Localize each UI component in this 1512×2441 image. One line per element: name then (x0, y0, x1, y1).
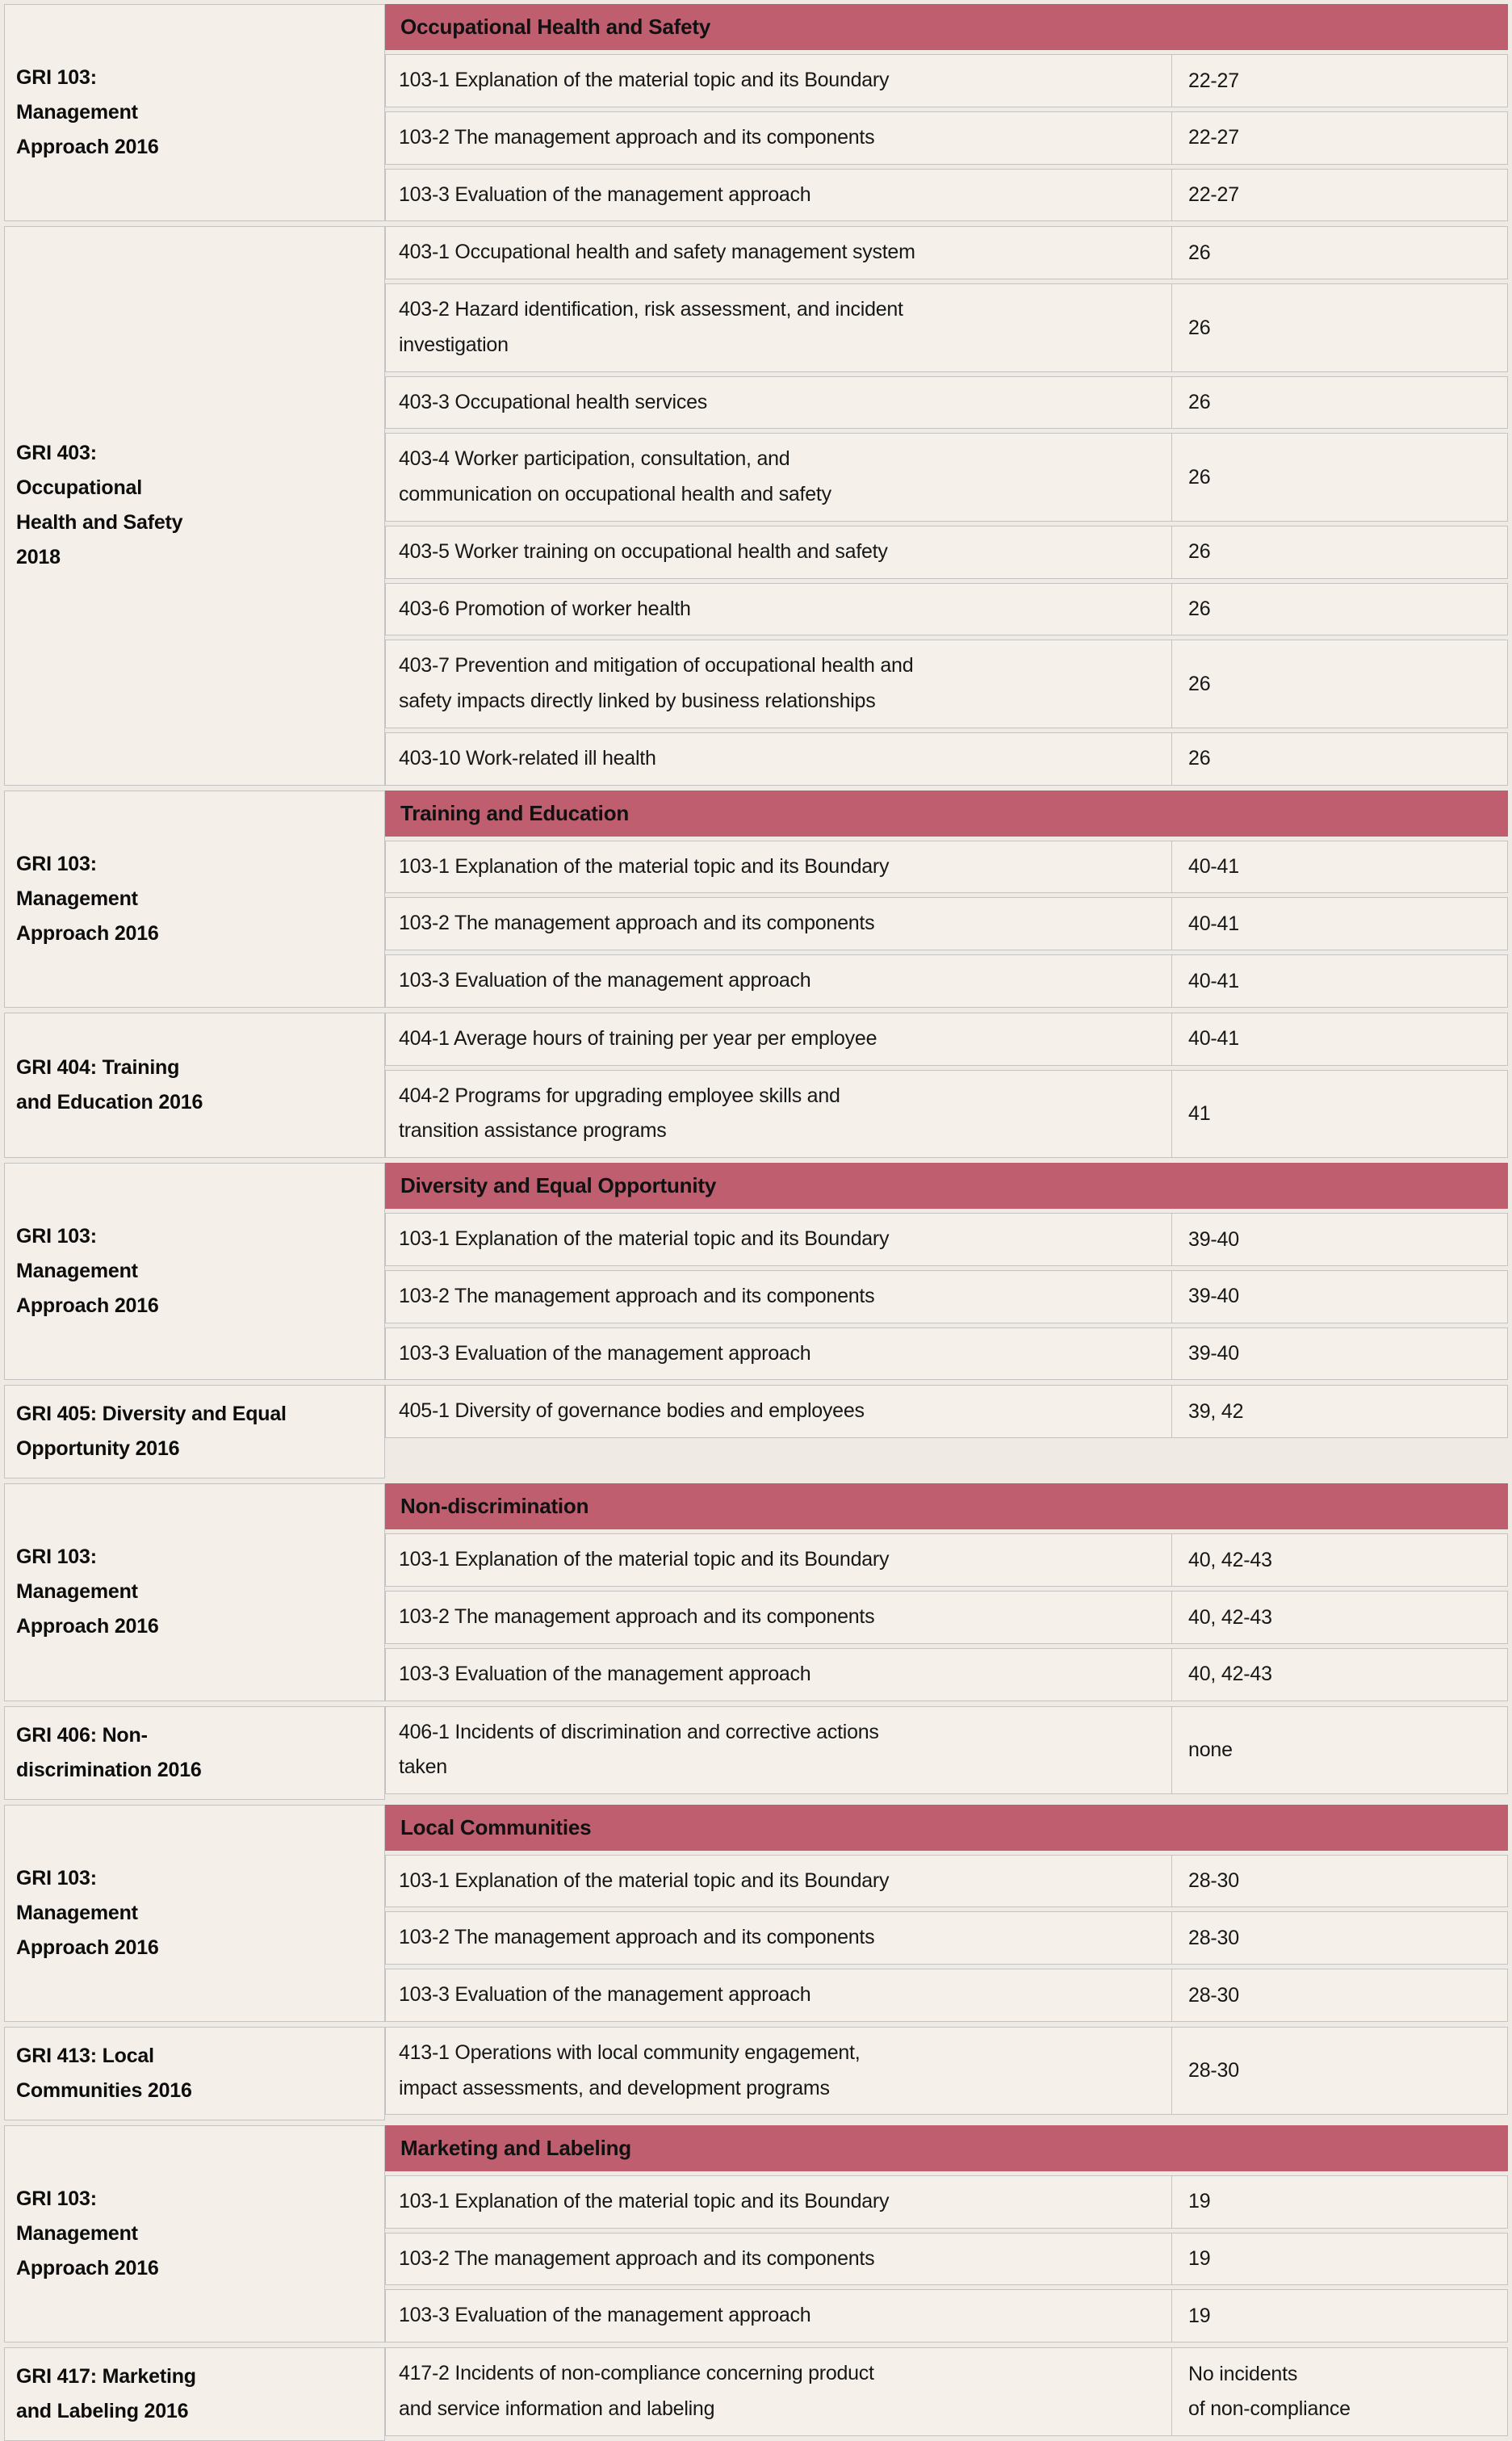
gri-standard-block (4, 2347, 1508, 2441)
gri-standard-name-line: Approach 2016 (16, 1294, 159, 1318)
disclosure-text-line: 103-3 Evaluation of the management approach (399, 1662, 811, 1685)
disclosure-cell (385, 226, 1172, 279)
gri-standard-name-line: Management (16, 101, 138, 124)
page-reference-cell (1172, 1855, 1508, 1908)
disclosure-text-line: 103-1 Explanation of the material topic and its Boundary (399, 69, 890, 91)
gri-standard-name-line: Occupational (16, 476, 142, 500)
disclosure-text-line: 413-1 Operations with local community engagement, (399, 2040, 861, 2064)
gri-standard-name-cell (4, 2027, 385, 2120)
gri-standard-name-line: and Education 2016 (16, 1090, 203, 1114)
gri-standard-name-cell (4, 1013, 385, 1158)
disclosure-cell (385, 1706, 1172, 1795)
material-topic-header (385, 791, 1508, 837)
disclosure-text-line: taken (399, 1755, 447, 1779)
gri-standard-block (4, 4, 1508, 221)
disclosure-text-line: impact assessments, and development programs (399, 2076, 830, 2099)
disclosure-text-line: 403-6 Promotion of worker health (399, 597, 691, 620)
gri-standard-name-line: 2018 (16, 546, 61, 569)
page-reference-cell (1172, 226, 1508, 279)
gri-rows-column (385, 1163, 1508, 1380)
disclosure-text-line: 103-3 Evaluation of the management approach (399, 2304, 811, 2327)
gri-standard-block (4, 1706, 1508, 1800)
table-row (385, 2233, 1508, 2286)
disclosure-cell (385, 283, 1172, 372)
gri-standard-name-line: GRI 417: Marketing (16, 2365, 196, 2388)
disclosure-text-line: 103-1 Explanation of the material topic and its Boundary (399, 1548, 890, 1571)
disclosure-text-line: 404-1 Average hours of training per year per employee (399, 1026, 877, 1050)
page-reference-cell (1172, 283, 1508, 372)
gri-standard-block (4, 1163, 1508, 1380)
disclosure-cell (385, 1070, 1172, 1159)
gri-standard-name-line: Approach 2016 (16, 136, 159, 159)
page-reference-cell (1172, 1385, 1508, 1438)
disclosure-text-line: 103-3 Evaluation of the management approach (399, 969, 811, 992)
disclosure-cell (385, 1969, 1172, 2022)
page-reference-cell (1172, 897, 1508, 950)
gri-rows-column (385, 1013, 1508, 1158)
page-reference-line: 22-27 (1188, 183, 1239, 207)
gri-rows-column (385, 2125, 1508, 2342)
page-reference-cell (1172, 1591, 1508, 1644)
disclosure-cell (385, 1270, 1172, 1323)
disclosure-cell (385, 111, 1172, 165)
gri-standard-block (4, 226, 1508, 785)
gri-standard-name-line: GRI 405: Diversity and Equal (16, 1403, 287, 1426)
gri-standard-name-line: Approach 2016 (16, 2256, 159, 2280)
table-row (385, 2175, 1508, 2229)
disclosure-text-line: 103-3 Evaluation of the management approach (399, 1341, 811, 1365)
page-reference-cell (1172, 1013, 1508, 1066)
gri-standard-name-cell (4, 2125, 385, 2342)
disclosure-text-line: 404-2 Programs for upgrading employee skills and (399, 1084, 840, 1107)
gri-standard-name-cell (4, 1805, 385, 2022)
page-reference-line: 22-27 (1188, 69, 1239, 92)
disclosure-text-line: 103-1 Explanation of the material topic and its Boundary (399, 854, 890, 878)
gri-standard-name-line: GRI 404: Training (16, 1055, 180, 1079)
table-row (385, 1327, 1508, 1381)
table-row (385, 1855, 1508, 1908)
gri-standard-name-line: GRI 103: (16, 852, 97, 875)
page-reference-cell (1172, 433, 1508, 522)
disclosure-text-line: and service information and labeling (399, 2397, 715, 2420)
disclosure-cell (385, 640, 1172, 728)
page-reference-line: 40, 42-43 (1188, 1548, 1272, 1571)
disclosure-cell (385, 433, 1172, 522)
table-row (385, 433, 1508, 522)
table-row (385, 1385, 1508, 1438)
gri-standard-name-line: GRI 103: (16, 2187, 97, 2210)
disclosure-text-line: 103-2 The management approach and its components (399, 912, 875, 935)
disclosure-text-line: 103-3 Evaluation of the management approach (399, 1983, 811, 2006)
page-reference-cell (1172, 1911, 1508, 1965)
table-row (385, 526, 1508, 579)
gri-rows-column (385, 4, 1508, 221)
disclosure-cell (385, 1213, 1172, 1266)
page-reference-line: 40-41 (1188, 1027, 1239, 1051)
disclosure-text-line: 403-1 Occupational health and safety management system (399, 241, 915, 264)
page-reference-cell (1172, 2347, 1508, 2436)
table-row (385, 1706, 1508, 1795)
disclosure-text-line: 103-2 The management approach and its components (399, 1926, 875, 1949)
page-reference-line: 19 (1188, 2190, 1211, 2213)
table-row (385, 111, 1508, 165)
page-reference-line: 39-40 (1188, 1227, 1239, 1251)
material-topic-label: Occupational Health and Safety (400, 15, 711, 39)
table-row (385, 1591, 1508, 1644)
page-reference-line: 19 (1188, 2247, 1211, 2271)
gri-standard-name-cell (4, 791, 385, 1008)
gri-standard-name-cell (4, 226, 385, 785)
page-reference-line: 39-40 (1188, 1342, 1239, 1365)
page-reference-line: 26 (1188, 316, 1211, 339)
gri-standard-name-line: Management (16, 2221, 138, 2245)
gri-rows-column (385, 1706, 1508, 1800)
page-reference-line: of non-compliance (1188, 2397, 1351, 2420)
page-reference-cell (1172, 2289, 1508, 2342)
gri-standard-name-line: Management (16, 1260, 138, 1283)
page-reference-cell (1172, 54, 1508, 107)
page-reference-cell (1172, 640, 1508, 728)
disclosure-text-line: 403-7 Prevention and mitigation of occupational health and (399, 654, 914, 677)
disclosure-cell (385, 526, 1172, 579)
gri-standard-name-line: Approach 2016 (16, 1615, 159, 1638)
disclosure-cell (385, 54, 1172, 107)
disclosure-text-line: investigation (399, 333, 509, 356)
gri-standard-name-line: Management (16, 887, 138, 910)
material-topic-label: Local Communities (400, 1814, 592, 1839)
gri-standard-block (4, 1805, 1508, 2022)
disclosure-cell (385, 2175, 1172, 2229)
disclosure-cell (385, 1013, 1172, 1066)
gri-standard-name-line: GRI 103: (16, 66, 97, 90)
page-reference-cell (1172, 111, 1508, 165)
table-row (385, 897, 1508, 950)
page-reference-line: 26 (1188, 598, 1211, 621)
disclosure-text-line: communication on occupational health and safety (399, 483, 831, 505)
gri-standard-name-line: Health and Safety (16, 511, 183, 535)
page-reference-line: 40, 42-43 (1188, 1663, 1272, 1686)
disclosure-cell (385, 1911, 1172, 1965)
disclosure-text-line: 103-2 The management approach and its components (399, 2246, 875, 2270)
page-reference-line: No incidents (1188, 2363, 1298, 2386)
disclosure-cell (385, 169, 1172, 222)
table-row (385, 376, 1508, 430)
disclosure-cell (385, 732, 1172, 786)
gri-standard-block (4, 1483, 1508, 1701)
gri-rows-column (385, 791, 1508, 1008)
gri-rows-column (385, 1805, 1508, 2022)
disclosure-cell (385, 954, 1172, 1008)
gri-standard-name-line: and Labeling 2016 (16, 2400, 189, 2422)
disclosure-text-line: transition assistance programs (399, 1119, 667, 1143)
page-reference-line: 19 (1188, 2304, 1211, 2327)
table-row (385, 583, 1508, 636)
page-reference-cell (1172, 376, 1508, 430)
disclosure-cell (385, 1327, 1172, 1381)
table-row (385, 954, 1508, 1008)
page-reference-line: 40, 42-43 (1188, 1605, 1272, 1629)
table-row (385, 841, 1508, 894)
table-row (385, 1533, 1508, 1587)
table-row (385, 732, 1508, 786)
material-topic-header (385, 1163, 1508, 1209)
gri-standard-name-line: discrimination 2016 (16, 1758, 202, 1781)
page-reference-cell (1172, 2233, 1508, 2286)
gri-standard-block (4, 1385, 1508, 1478)
disclosure-text-line: 417-2 Incidents of non-compliance concerning product (399, 2362, 874, 2384)
disclosure-cell (385, 2289, 1172, 2342)
disclosure-text-line: safety impacts directly linked by business relationships (399, 690, 876, 712)
material-topic-label: Diversity and Equal Opportunity (400, 1173, 717, 1197)
disclosure-text-line: 103-1 Explanation of the material topic and its Boundary (399, 2189, 890, 2212)
gri-standard-name-line: Approach 2016 (16, 921, 159, 945)
gri-standard-name-line: Approach 2016 (16, 1936, 159, 1959)
gri-standard-name-line: Communities 2016 (16, 2078, 192, 2102)
gri-rows-column (385, 226, 1508, 785)
gri-standard-name-line: GRI 103: (16, 1866, 97, 1889)
disclosure-cell (385, 1591, 1172, 1644)
gri-standard-name-cell (4, 1385, 385, 1478)
table-row (385, 640, 1508, 728)
page-reference-line: 26 (1188, 391, 1211, 414)
gri-standard-name-cell (4, 2347, 385, 2441)
disclosure-text-line: 403-10 Work-related ill health (399, 746, 656, 770)
page-reference-cell (1172, 583, 1508, 636)
page-reference-line: 26 (1188, 540, 1211, 564)
disclosure-text-line: 406-1 Incidents of discrimination and corrective actions (399, 1720, 879, 1743)
page-reference-cell (1172, 1213, 1508, 1266)
page-reference-cell (1172, 954, 1508, 1008)
page-reference-line: 39, 42 (1188, 1399, 1244, 1423)
gri-standard-name-line: GRI 403: (16, 442, 97, 465)
page-reference-cell (1172, 732, 1508, 786)
gri-standard-name-line: GRI 406: Non- (16, 1723, 148, 1747)
gri-standard-block (4, 1013, 1508, 1158)
table-row (385, 1013, 1508, 1066)
gri-rows-column (385, 2347, 1508, 2441)
material-topic-header (385, 1805, 1508, 1851)
page-reference-line: 40-41 (1188, 969, 1239, 992)
material-topic-header (385, 1483, 1508, 1529)
disclosure-cell (385, 841, 1172, 894)
disclosure-text-line: 103-1 Explanation of the material topic and its Boundary (399, 1227, 890, 1250)
page-reference-line: 40-41 (1188, 855, 1239, 879)
page-reference-line: 26 (1188, 672, 1211, 695)
disclosure-cell (385, 2027, 1172, 2116)
disclosure-text-line: 103-2 The management approach and its components (399, 1284, 875, 1307)
page-reference-cell (1172, 526, 1508, 579)
table-row (385, 54, 1508, 107)
disclosure-text-line: 103-1 Explanation of the material topic and its Boundary (399, 1868, 890, 1892)
disclosure-cell (385, 1648, 1172, 1701)
page-reference-cell (1172, 1648, 1508, 1701)
table-row (385, 226, 1508, 279)
gri-standard-name-line: GRI 103: (16, 1546, 97, 1569)
disclosure-cell (385, 1385, 1172, 1438)
page-reference-line: 39-40 (1188, 1285, 1239, 1308)
page-reference-line: 28-30 (1188, 1983, 1239, 2007)
gri-standard-name-line: Management (16, 1580, 138, 1604)
page-reference-cell (1172, 1969, 1508, 2022)
gri-standard-name-cell (4, 1483, 385, 1701)
page-reference-cell (1172, 1327, 1508, 1381)
disclosure-text-line: 403-2 Hazard identification, risk assessment, and incident (399, 298, 903, 321)
disclosure-text-line: 103-2 The management approach and its components (399, 125, 875, 149)
page-reference-line: 41 (1188, 1102, 1211, 1125)
material-topic-label: Marketing and Labeling (400, 2135, 631, 2160)
page-reference-cell (1172, 2027, 1508, 2116)
gri-standard-name-line: GRI 413: Local (16, 2044, 154, 2067)
page-reference-line: 22-27 (1188, 126, 1239, 149)
table-row (385, 283, 1508, 372)
disclosure-text-line: 403-4 Worker participation, consultation, and (399, 447, 790, 471)
page-reference-line: 28-30 (1188, 1869, 1239, 1893)
disclosure-text-line: 403-3 Occupational health services (399, 390, 708, 413)
page-reference-cell (1172, 2175, 1508, 2229)
disclosure-cell (385, 583, 1172, 636)
gri-standard-block (4, 791, 1508, 1008)
disclosure-cell (385, 1533, 1172, 1587)
page-reference-line: 26 (1188, 465, 1211, 489)
disclosure-text-line: 405-1 Diversity of governance bodies and employees (399, 1399, 865, 1423)
gri-standard-block (4, 2027, 1508, 2120)
disclosure-text-line: 103-3 Evaluation of the management approach (399, 182, 811, 206)
gri-rows-column (385, 1483, 1508, 1701)
table-row (385, 2289, 1508, 2342)
table-row (385, 169, 1508, 222)
page-reference-cell (1172, 841, 1508, 894)
page-reference-line: 26 (1188, 747, 1211, 770)
gri-standard-name-cell (4, 4, 385, 221)
gri-standard-name-line: Management (16, 1901, 138, 1924)
material-topic-label: Non-discrimination (400, 1494, 589, 1519)
material-topic-header (385, 4, 1508, 50)
gri-standard-block (4, 2125, 1508, 2342)
disclosure-cell (385, 2347, 1172, 2436)
table-row (385, 1648, 1508, 1701)
disclosure-cell (385, 376, 1172, 430)
page-reference-cell (1172, 1270, 1508, 1323)
table-row (385, 1213, 1508, 1266)
gri-standard-name-cell (4, 1706, 385, 1800)
table-row (385, 1270, 1508, 1323)
page-reference-line: 40-41 (1188, 912, 1239, 935)
table-row (385, 2027, 1508, 2116)
table-row (385, 1911, 1508, 1965)
material-topic-label: Training and Education (400, 800, 630, 825)
disclosure-text-line: 103-2 The management approach and its components (399, 1605, 875, 1628)
table-row (385, 2347, 1508, 2436)
page-reference-line: none (1188, 1738, 1233, 1761)
page-reference-cell (1172, 1706, 1508, 1795)
page-reference-line: 28-30 (1188, 1926, 1239, 1949)
page-reference-line: 26 (1188, 241, 1211, 264)
page-reference-cell (1172, 169, 1508, 222)
disclosure-cell (385, 897, 1172, 950)
gri-standard-name-cell (4, 1163, 385, 1380)
disclosure-cell (385, 2233, 1172, 2286)
disclosure-cell (385, 1855, 1172, 1908)
disclosure-text-line: 403-5 Worker training on occupational health and safety (399, 539, 888, 563)
material-topic-header (385, 2125, 1508, 2171)
gri-standard-name-line: GRI 103: (16, 1225, 97, 1248)
table-row (385, 1070, 1508, 1159)
page-reference-line: 28-30 (1188, 2059, 1239, 2082)
page-reference-cell (1172, 1070, 1508, 1159)
gri-standard-name-line: Opportunity 2016 (16, 1437, 180, 1461)
table-row (385, 1969, 1508, 2022)
gri-rows-column (385, 1385, 1508, 1478)
page-reference-cell (1172, 1533, 1508, 1587)
gri-rows-column (385, 2027, 1508, 2120)
